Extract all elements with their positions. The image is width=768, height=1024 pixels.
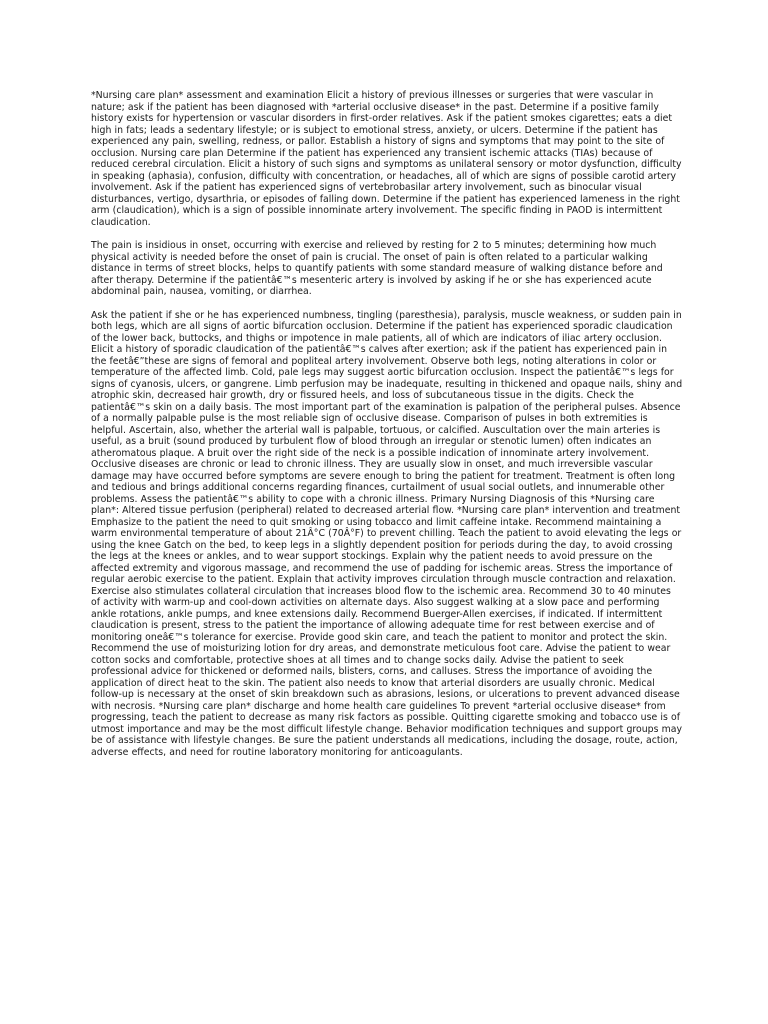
paragraph-pain-onset: The pain is insidious in onset, occurring with exercise and relieved by resting for 2 to 5 minutes; determining how much physical activity is needed before the onset of pain is crucial. The onset of pain is often related to a particular walking distance in terms of street blocks, helps to quantify patients with some standard measure of walking distance before and after therapy. Determine if the patientâ€™s mesenteric artery is involved by asking if he or she has experienced acute abdominal pain, nausea, vomiting, or diarrhea. xyxy=(91,240,663,297)
paragraph-assessment: *Nursing care plan* assessment and examination Elicit a history of previous illnesses or surgeries that were vascular in nature; ask if the patient has been diagnosed with *arterial occlusive disease* in the past. Determine if a positive family history exists for hypertension or vascular disorders in first-order relatives. Ask if the patient smokes cigarettes; eats a diet high in fats; leads a sedentary lifestyle; or is subject to emotional stress, anxiety, or ulcers. Determine if the patient has experienced any pain, swelling, redness, or pallor. Establish a history of signs and symptoms that may point to the site of occlusion. Nursing care plan Determine if the patient has experienced any transient ischemic attacks (TIAs) because of reduced cerebral circulation. Elicit a history of such signs and symptoms as unilateral sensory or motor dysfunction, difficulty in speaking (aphasia), confusion, difficulty with concentration, or headaches, all of which are signs of possible carotid artery involvement. Ask if the patient has experienced signs of vertebrobasilar artery involvement, such as binocular visual disturbances, vertigo, dysarthria, or episodes of falling down. Determine if the patient has experienced lameness in the right arm (claudication), which is a sign of possible innominate artery involvement. The specific finding in PAOD is intermittent claudication. xyxy=(91,90,682,228)
document-page xyxy=(91,90,683,770)
paragraph-examination-and-treatment: Ask the patient if she or he has experienced numbness, tingling (paresthesia), paralysis, muscle weakness, or sudden pain in both legs, which are all signs of aortic bifurcation occlusion. Determine if the patient has experienced sporadic claudication of the lower back, buttocks, and thighs or impotence in male patients, all of which are indicators of iliac artery occlusion. Elicit a history of sporadic claudication of the patientâ€™s calves after exertion; ask if the patient has experienced pain in the feetâ€”these are signs of femoral and popliteal artery involvement. Observe both legs, noting alterations in color or temperature of the affected limb. Cold, pale legs may suggest aortic bifurcation occlusion. Inspect the patientâ€™s legs for signs of cyanosis, ulcers, or gangrene. Limb perfusion may be inadequate, resulting in thickened and opaque nails, shiny and atrophic skin, decreased hair growth, dry or fissured heels, and loss of subcutaneous tissue in the digits. Check the patientâ€™s skin on a daily basis. The most important part of the examination is palpation of the peripheral pulses. Absence of a normally palpable pulse is the most reliable sign of occlusive disease. Comparison of pulses in both extremities is helpful. Ascertain, also, whether the arterial wall is palpable, tortuous, or calcified. Auscultation over the main arteries is useful, as a bruit (sound produced by turbulent flow of blood through an irregular or stenotic lumen) often indicates an atheromatous plaque. A bruit over the right side of the neck is a possible indication of innominate artery involvement. Occlusive diseases are chronic or lead to chronic illness. They are usually slow in onset, and much irreversible vascular damage may have occurred before symptoms are severe enough to bring the patient for treatment. Treatment is often long and tedious and brings additional concerns regarding finances, curtailment of usual social outlets, and innumerable other problems. Assess the patientâ€™s ability to cope with a chronic illness. Primary Nursing Diagnosis of this *Nursing care plan*: Altered tissue perfusion (peripheral) related to decreased arterial flow. *Nursing care plan* intervention and treatment Emphasize to the patient the need to quit smoking or using tobacco and limit caffeine intake. Recommend maintaining a warm environmental temperature of about 21Â°C (70Â°F) to prevent chilling. Teach the patient to avoid elevating the legs or using the knee Gatch on the bed, to keep legs in a slightly dependent position for periods during the day, to avoid crossing the legs at the knees or ankles, and to wear support stockings. Explain why the patient needs to avoid pressure on the affected extremity and vigorous massage, and recommend the use of padding for ischemic areas. Stress the importance of regular aerobic exercise to the patient. Explain that activity improves circulation through muscle contraction and relaxation. Exercise also stimulates collateral circulation that increases blood flow to the ischemic area. Recommend 30 to 40 minutes of activity with warm-up and cool-down activities on alternate days. Also suggest walking at a slow pace and performing ankle rotations, ankle pumps, and knee extensions daily. Recommend Buerger-Allen exercises, if indicated. If intermittent claudication is present, stress to the patient the importance of allowing adequate time for rest between exercise and of monitoring oneâ€™s tolerance for exercise. Provide good skin care, and teach the patient to monitor and protect the skin. Recommend the use of moisturizing lotion for dry areas, and demonstrate meticulous foot care. Advise the patient to wear cotton socks and comfortable, protective shoes at all times and to change socks daily. Advise the patient to seek professional advice for thickened or deformed nails, blisters, corns, and calluses. Stress the importance of avoiding the application of direct heat to the skin. The patient also needs to know that arterial disorders are usually chronic. Medical follow-up is necessary at the onset of skin breakdown such as abrasions, lesions, or ulcerations to prevent advanced disease with necrosis. *Nursing care plan* discharge and home health care guidelines To prevent *arterial occlusive disease* from progressing, teach the patient to decrease as many risk factors as possible. Quitting cigarette smoking and tobacco use is of utmost importance and may be the most difficult lifestyle change. Behavior modification techniques and support groups may be of assistance with lifestyle changes. Be sure the patient understands all medications, including the dosage, route, action, adverse effects, and need for routine laboratory monitoring for anticoagulants. xyxy=(91,309,683,758)
